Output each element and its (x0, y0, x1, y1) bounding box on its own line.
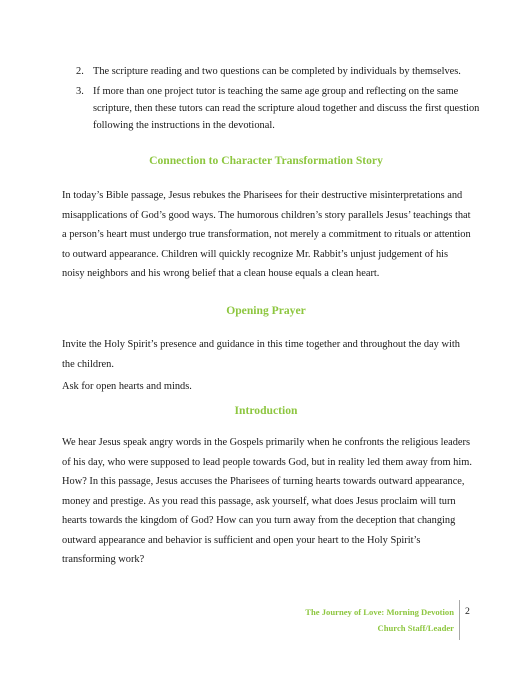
introduction-paragraph: We hear Jesus speak angry words in the Gospels primarily when he confronts the religious leaders of his day, who were supposed to lead people towards God, but in reality led them away from him. How? In this passage, Jesus accuses the Pharisees of turning hearts towards outward appearance, money and prestige. As you read this passage, ask yourself, what does Jesus proclaim will turn hearts towards the kingdom of God? How can you turn away from the deception that changing outward appearance and behavior is sufficient and open your heart to the Holy Spirit’s transforming work? (62, 437, 472, 565)
connection-heading: Connection to Character Transformation Story (149, 154, 383, 167)
introduction-heading: Introduction (234, 404, 298, 417)
page-number: 2 (465, 606, 470, 617)
list-item (62, 83, 482, 134)
footer-divider (459, 600, 460, 640)
opening-prayer-heading: Opening Prayer (226, 304, 306, 317)
list-item-text: The scripture reading and two questions can be completed by individuals by themselves. (93, 66, 461, 77)
list-item-number: 2. (76, 66, 84, 77)
list-item-number: 3. (76, 86, 84, 97)
list-item (62, 63, 482, 80)
opening-prayer-paragraph-2: Ask for open hearts and minds. (62, 381, 192, 392)
list-item-text: If more than one project tutor is teaching the same age group and reflecting on the same scripture, then these tutors can read the scripture aloud together and discuss the first question following the instructions in the devotional. (93, 86, 480, 131)
footer-subtitle: Church Staff/Leader (377, 623, 454, 633)
instruction-list (62, 63, 482, 137)
footer-title: The Journey of Love: Morning Devotion (305, 607, 454, 617)
connection-paragraph: In today’s Bible passage, Jesus rebukes the Pharisees for their destructive misinterpretations and misapplications of God’s good ways. The humorous children’s story parallels Jesus’ teachings that a person’s heart must undergo true transformation, not merely a commitment to rituals or attention to outward appearance. Children will quickly recognize Mr. Rabbit’s unjust judgement of his noisy neighbors and his wrong belief that a clean house equals a clean heart. (62, 190, 471, 279)
opening-prayer-paragraph: Invite the Holy Spirit’s presence and guidance in this time together and throughout the day with the children. (62, 339, 460, 370)
